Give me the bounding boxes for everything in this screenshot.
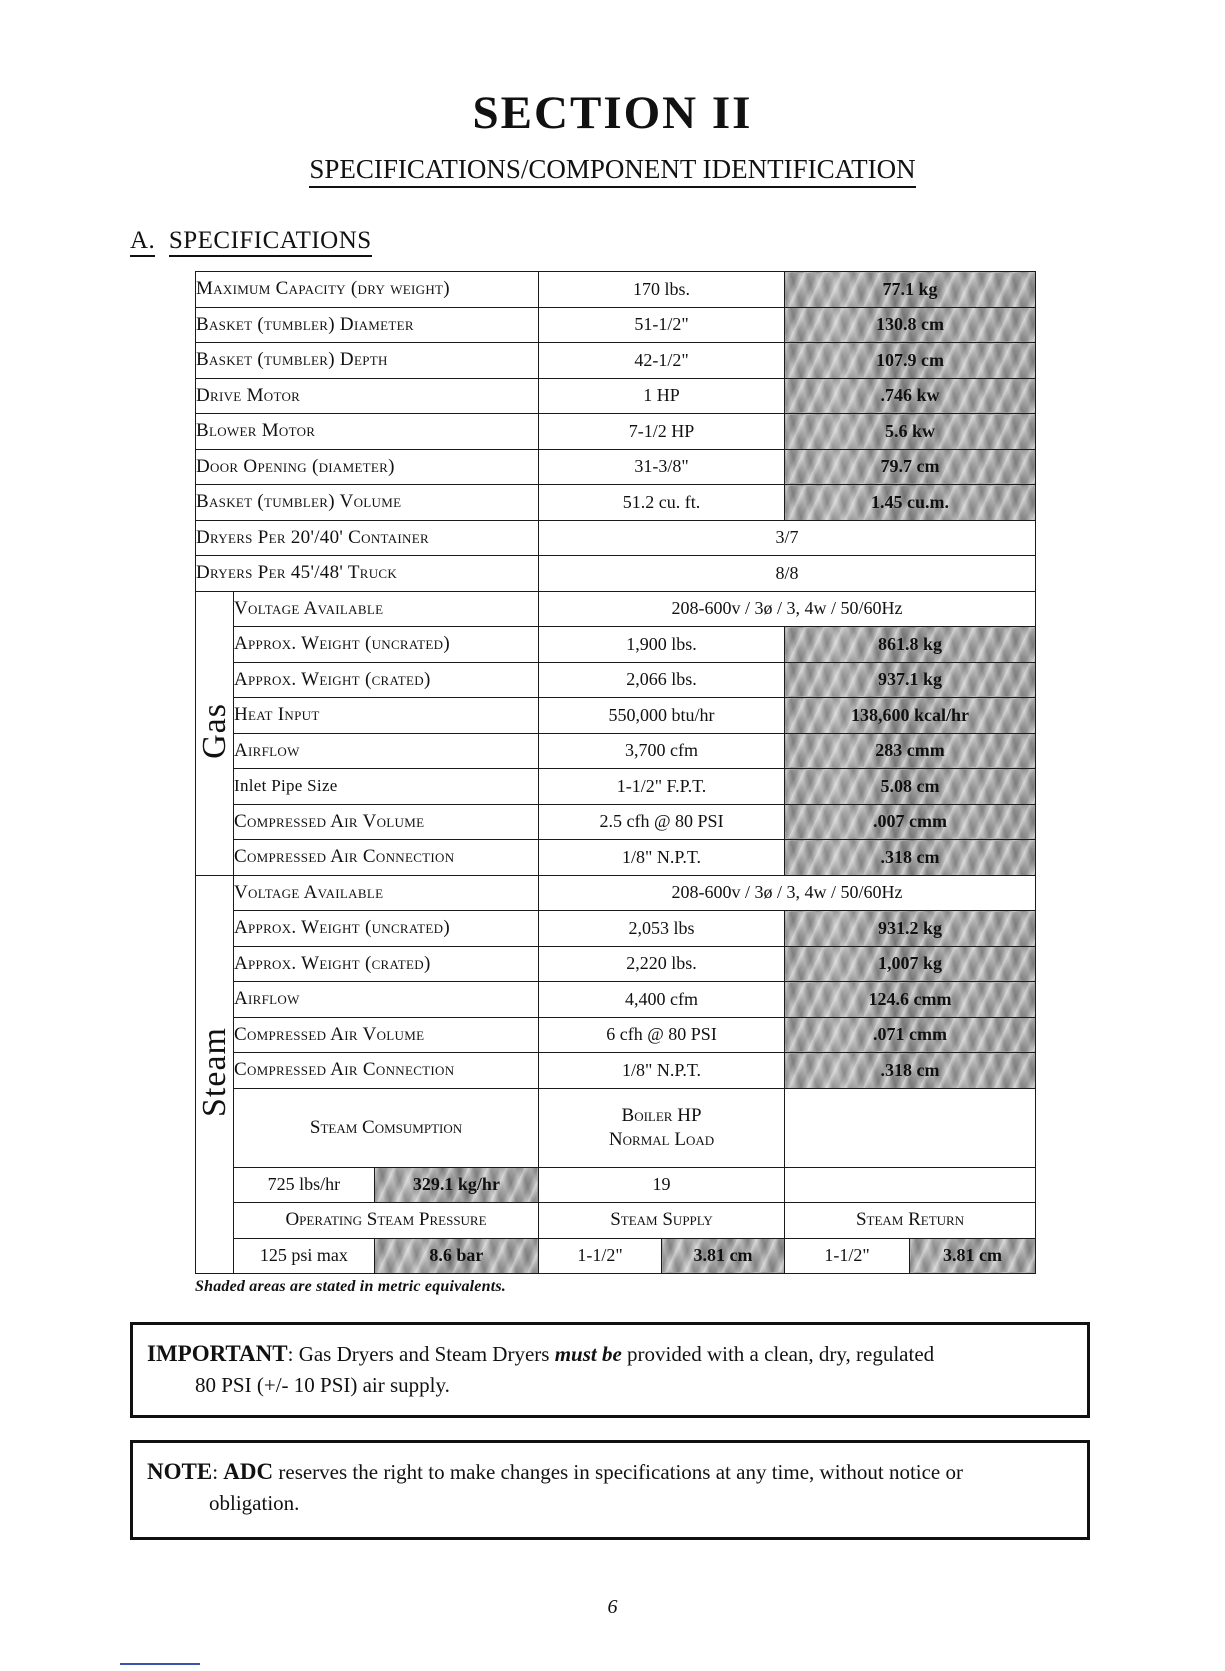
row-label: Door Opening (diameter)	[196, 449, 539, 485]
note-text-3: obligation.	[209, 1491, 300, 1516]
specifications-table-wrapper	[195, 271, 1035, 1274]
row-label: Approx. Weight (uncrated)	[234, 911, 539, 947]
page-subtitle-text: SPECIFICATIONS/COMPONENT IDENTIFICATION	[309, 154, 915, 188]
page-title: SECTION II	[472, 87, 753, 139]
section-heading	[130, 227, 1225, 255]
row-label: Maximum Capacity (dry weight)	[196, 272, 539, 308]
row-label: Approx. Weight (crated)	[234, 946, 539, 982]
table-row	[196, 556, 1036, 592]
row-value: 208-600v / 3ø / 3, 4w / 50/60Hz	[539, 591, 1036, 627]
steam-pressure-imperial: 125 psi max	[234, 1239, 374, 1274]
row-value: 170 lbs.	[539, 272, 785, 308]
page-number: 6	[607, 1596, 618, 1618]
note-text-1: :	[212, 1459, 224, 1484]
section-heading-letter: A.	[130, 227, 155, 257]
row-metric: 1,007 kg	[785, 946, 1036, 982]
operating-steam-pressure-label: Operating Steam Pressure	[234, 1203, 539, 1239]
important-emphasis: must be	[554, 1342, 622, 1366]
row-label: Compressed Air Connection	[234, 840, 539, 876]
note-text-2: reserves the right to make changes in specifications at any time, without notice or	[273, 1459, 963, 1484]
row-value: 42-1/2"	[539, 343, 785, 379]
important-text-3: 80 PSI (+/- 10 PSI) air supply.	[195, 1373, 450, 1398]
shaded-areas-footnote: Shaded areas are stated in metric equivalents.	[195, 1278, 506, 1295]
row-metric: 130.8 cm	[785, 307, 1036, 343]
table-row	[196, 1053, 1036, 1089]
table-row	[196, 485, 1036, 521]
steam-supply-imperial: 1-1/2"	[539, 1238, 662, 1274]
row-value: 2,053 lbs	[539, 911, 785, 947]
row-label: Dryers Per 20'/40' Container	[196, 520, 539, 556]
steam-group-label	[196, 875, 234, 1274]
row-label: Compressed Air Volume	[234, 1017, 539, 1053]
row-value: 3/7	[539, 520, 1036, 556]
gas-group-label	[196, 591, 234, 875]
row-metric: 937.1 kg	[785, 662, 1036, 698]
row-label: Basket (tumbler) Volume	[196, 485, 539, 521]
table-row	[196, 698, 1036, 734]
section-heading-title: SPECIFICATIONS	[169, 227, 372, 257]
steam-rate-imperial: 725 lbs/hr	[234, 1168, 374, 1203]
row-value: 1 HP	[539, 378, 785, 414]
row-value: 4,400 cfm	[539, 982, 785, 1018]
row-label: Voltage Available	[234, 875, 539, 911]
steam-return-metric: 3.81 cm	[910, 1238, 1036, 1274]
table-row	[196, 804, 1036, 840]
table-row	[196, 449, 1036, 485]
boiler-hp-header-line1: Boiler HP	[621, 1104, 702, 1126]
row-metric: 107.9 cm	[785, 343, 1036, 379]
gas-group-label-text: Gas	[196, 702, 233, 759]
row-value: 8/8	[539, 556, 1036, 592]
important-text-1: : Gas Dryers and Steam Dryers	[287, 1342, 555, 1366]
row-metric: 283 cmm	[785, 733, 1036, 769]
row-label: Dryers Per 45'/48' Truck	[196, 556, 539, 592]
page-subtitle	[0, 154, 1225, 185]
table-row	[196, 272, 1036, 308]
row-label: Inlet Pipe Size	[234, 769, 539, 805]
row-value: 51.2 cu. ft.	[539, 485, 785, 521]
row-value: 7-1/2 HP	[539, 414, 785, 450]
row-metric: 861.8 kg	[785, 627, 1036, 663]
row-metric: .746 kw	[785, 378, 1036, 414]
row-value: 208-600v / 3ø / 3, 4w / 50/60Hz	[539, 875, 1036, 911]
row-value: 6 cfh @ 80 PSI	[539, 1017, 785, 1053]
important-callout	[130, 1322, 1090, 1418]
table-row	[196, 627, 1036, 663]
row-metric: 124.6 cmm	[785, 982, 1036, 1018]
steam-return-imperial: 1-1/2"	[785, 1238, 910, 1274]
row-metric: .007 cmm	[785, 804, 1036, 840]
note-callout	[130, 1440, 1090, 1540]
row-value: 1,900 lbs.	[539, 627, 785, 663]
boiler-hp-header	[539, 1088, 785, 1167]
note-label: NOTE	[147, 1458, 213, 1484]
table-row	[196, 946, 1036, 982]
row-metric: 931.2 kg	[785, 911, 1036, 947]
row-metric: 5.6 kw	[785, 414, 1036, 450]
row-value: 1/8" N.P.T.	[539, 1053, 785, 1089]
row-value: 51-1/2"	[539, 307, 785, 343]
row-label: Voltage Available	[234, 591, 539, 627]
row-value: 550,000 btu/hr	[539, 698, 785, 734]
row-label: Approx. Weight (crated)	[234, 662, 539, 698]
boiler-hp-value: 19	[539, 1167, 785, 1203]
steam-pressure-metric: 8.6 bar	[374, 1239, 538, 1274]
note-brand: ADC	[223, 1458, 274, 1484]
table-row	[196, 343, 1036, 379]
steam-consumption-label: Steam Comsumption	[234, 1088, 539, 1167]
row-metric: 5.08 cm	[785, 769, 1036, 805]
table-row	[196, 520, 1036, 556]
row-metric: 77.1 kg	[785, 272, 1036, 308]
table-row	[196, 414, 1036, 450]
steam-supply-metric: 3.81 cm	[662, 1238, 785, 1274]
row-value: 2.5 cfh @ 80 PSI	[539, 804, 785, 840]
steam-return-label: Steam Return	[785, 1203, 1036, 1239]
row-label: Basket (tumbler) Diameter	[196, 307, 539, 343]
row-value: 3,700 cfm	[539, 733, 785, 769]
steam-pressure-cell	[234, 1238, 539, 1274]
table-row	[196, 1238, 1036, 1274]
table-row	[196, 378, 1036, 414]
boiler-hp-header-line2: Normal Load	[608, 1128, 715, 1150]
steam-consumption-blank	[785, 1088, 1036, 1167]
bottom-rule	[120, 1663, 200, 1665]
steam-supply-label: Steam Supply	[539, 1203, 785, 1239]
table-row	[196, 769, 1036, 805]
important-label: IMPORTANT	[147, 1341, 288, 1366]
important-text-2: provided with a clean, dry, regulated	[621, 1342, 935, 1366]
table-row	[196, 1088, 1036, 1167]
row-metric: 79.7 cm	[785, 449, 1036, 485]
row-metric: .318 cm	[785, 840, 1036, 876]
row-value: 31-3/8"	[539, 449, 785, 485]
steam-rate-cell	[234, 1167, 539, 1203]
row-value: 2,066 lbs.	[539, 662, 785, 698]
table-row	[196, 911, 1036, 947]
table-row	[196, 733, 1036, 769]
table-row	[196, 875, 1036, 911]
table-row	[196, 1167, 1036, 1203]
steam-rate-metric: 329.1 kg/hr	[374, 1168, 538, 1203]
row-label: Compressed Air Connection	[234, 1053, 539, 1089]
row-label: Airflow	[234, 733, 539, 769]
row-label: Basket (tumbler) Depth	[196, 343, 539, 379]
row-metric: 138,600 kcal/hr	[785, 698, 1036, 734]
row-label: Compressed Air Volume	[234, 804, 539, 840]
steam-rate-blank	[785, 1167, 1036, 1203]
row-label: Drive Motor	[196, 378, 539, 414]
row-metric: 1.45 cu.m.	[785, 485, 1036, 521]
row-value: 2,220 lbs.	[539, 946, 785, 982]
document-page	[0, 86, 1225, 1671]
table-row	[196, 840, 1036, 876]
row-metric: .318 cm	[785, 1053, 1036, 1089]
steam-group-label-text: Steam	[196, 1026, 233, 1117]
table-row	[196, 1017, 1036, 1053]
table-row	[196, 982, 1036, 1018]
row-value: 1-1/2" F.P.T.	[539, 769, 785, 805]
row-label: Heat Input	[234, 698, 539, 734]
row-label: Blower Motor	[196, 414, 539, 450]
row-value: 1/8" N.P.T.	[539, 840, 785, 876]
row-label: Approx. Weight (uncrated)	[234, 627, 539, 663]
specifications-table	[195, 271, 1036, 1274]
table-row	[196, 591, 1036, 627]
row-metric: .071 cmm	[785, 1017, 1036, 1053]
table-row	[196, 1203, 1036, 1239]
row-label: Airflow	[234, 982, 539, 1018]
table-row	[196, 307, 1036, 343]
table-row	[196, 662, 1036, 698]
